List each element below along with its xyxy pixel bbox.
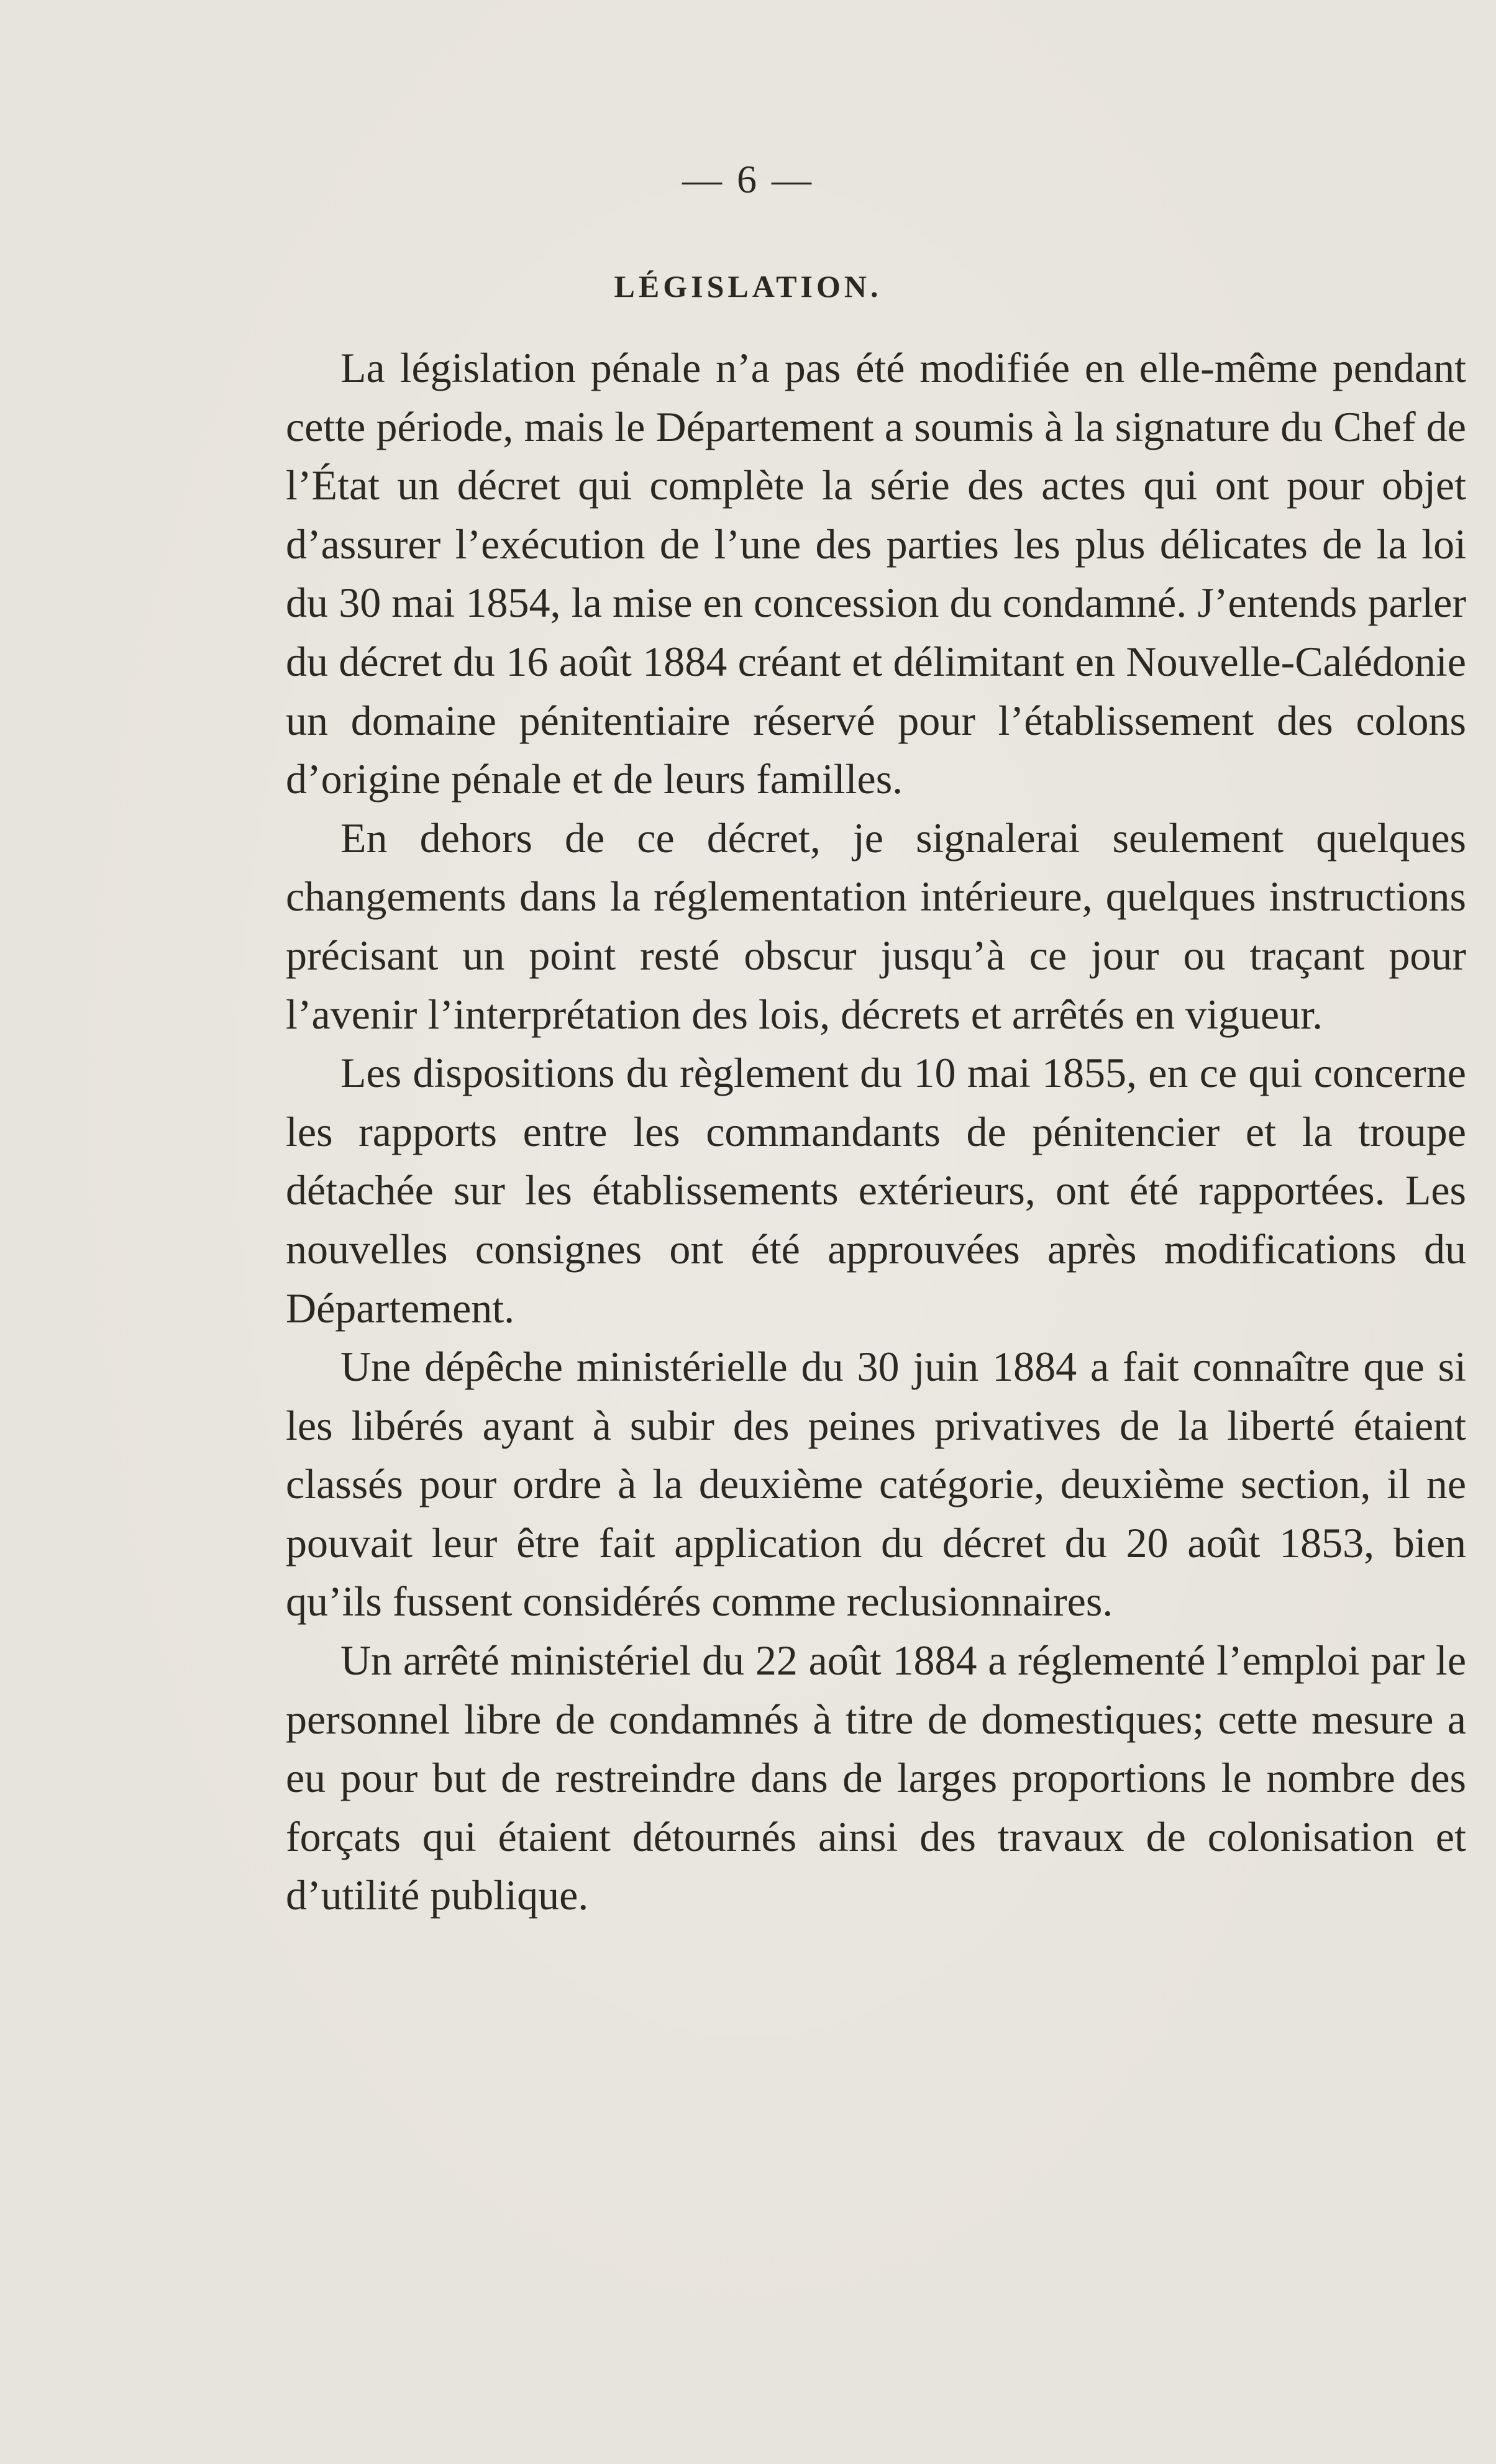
body-text — [286, 339, 1466, 1925]
paragraph-2: En dehors de ce décret, je signalerai seulement quelques changements dans la réglementation intérieure, quelques instructions précisant un point resté obscur jusqu’à ce jour ou traçant pour l’avenir l’interprétation des lois, décrets et arrêtés en vigueur. — [286, 814, 1466, 1038]
paragraph-1: La législation pénale n’a pas été modifiée en elle-même pendant cette période, mais le Département a soumis à la signature du Chef de l’État un décret qui complète la série des actes qui ont pour objet d’assurer l’exécution de l’une des parties les plus délicates de la loi du 30 mai 1854, la mise en concession du condamné. J’entends parler du décret du 16 août 1884 créant et délimitant en Nouvelle-Calédonie un domaine pénitentiaire réservé pour l’établissement des colons d’origine pénale et de leurs familles. — [286, 344, 1466, 803]
section-heading: LÉGISLATION. — [614, 269, 882, 304]
paragraph-3: Les dispositions du règlement du 10 mai 1855, en ce qui concerne les rapports entre les commandants de pénitencier et la troupe détachée sur les établissements extérieurs, ont été rapportées. Les nouvelles consignes ont été approuvées après modifications du Département. — [286, 1049, 1466, 1332]
paragraph-5: Un arrêté ministériel du 22 août 1884 a réglementé l’emploi par le personnel libre de condamnés à titre de domestiques; cette mesure a eu pour but de restreindre dans de larges proportions le nombre des forçats qui étaient détournés ainsi des travaux de colonisation et d’utilité publique. — [286, 1637, 1466, 1919]
page-number: — 6 — — [682, 157, 814, 201]
paragraph-4: Une dépêche ministérielle du 30 juin 1884 a fait connaître que si les libérés ayant à subir des peines privatives de la liberté étaient classés pour ordre à la deuxième catégorie, deuxième section, il ne pouvait leur être fait application du décret du 20 août 1853, bien qu’ils fussent considérés comme reclusionnaires. — [286, 1343, 1466, 1625]
